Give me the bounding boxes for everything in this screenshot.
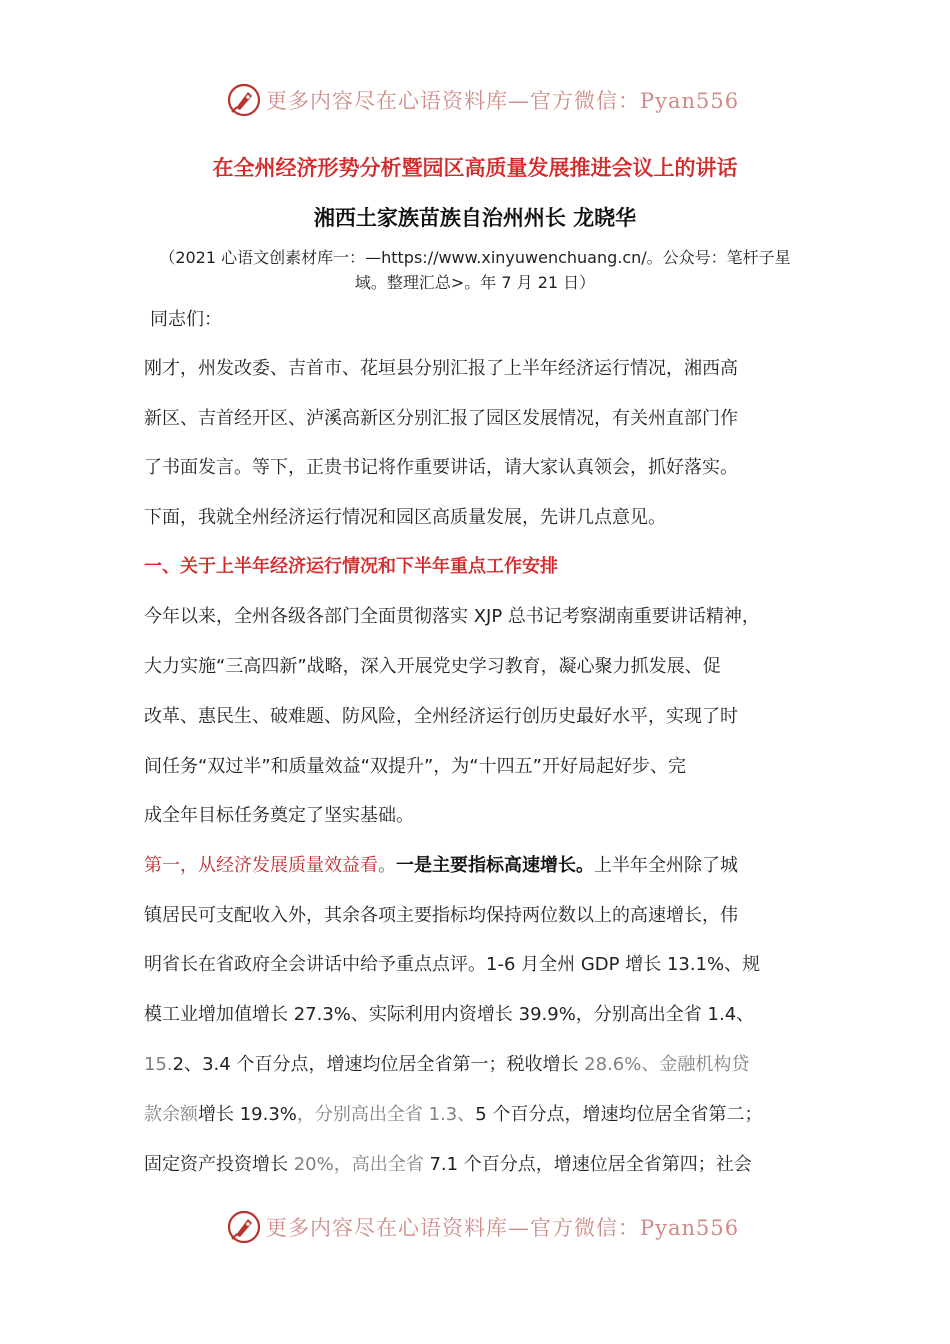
intro-line-3: 了书面发言。等下，正贵书记将作重要讲话，请大家认真领会，抓好落实。: [144, 457, 738, 478]
pen-nib-icon: [226, 1209, 262, 1245]
para2-line5-grey1: 15.: [144, 1054, 173, 1075]
source-note: （2021 心语文创素材库一：—https://www.xinyuwenchuang.cn/。公众号：笔杆子星域。整理汇总>。年 7 月 21 日）: [159, 248, 791, 292]
para2-lead-bold: 一是主要指标高速增长。: [396, 855, 594, 876]
section1-line-3: 改革、惠民生、破难题、防风险，全州经济运行创历史最好水平，实现了时: [144, 706, 738, 727]
greeting: 同志们：: [150, 309, 222, 330]
para2-line5-grey2: 28.6%、金融机构贷: [578, 1054, 750, 1075]
section1-line-1: 今年以来，全州各级各部门全面贯彻落实 XJP 总书记考察湖南重要讲话精神，: [144, 606, 760, 627]
para2-line-3: 明省长在省政府全会讲话中给予重点点评。1-6 月全州 GDP 增长 13.1%、规: [144, 954, 761, 975]
author-line: 湘西土家族苗族自治州州长 龙晓华: [313, 206, 637, 230]
para2-line-2: 镇居民可支配收入外，其余各项主要指标均保持两位数以上的高速增长，伟: [144, 905, 738, 926]
para2-line6-grey: 款余额: [144, 1104, 198, 1125]
document-title: 在全州经济形势分析暨园区高质量发展推进会议上的讲话: [212, 156, 738, 180]
para2-line-7: [144, 1150, 819, 1180]
para2-lead-red: 第一，从经济发展质量效益看。: [144, 855, 396, 876]
para2-line1-rest: 上半年全州除了城: [594, 855, 738, 876]
para2-line-4: 模工业增加值增长 27.3%、实际利用内资增长 39.9%，分别高出全省 1.4、: [144, 1004, 755, 1025]
section-heading-1: 一、关于上半年经济运行情况和下半年重点工作安排: [144, 556, 558, 577]
section1-line-5: 成全年目标任务奠定了坚实基础。: [144, 805, 414, 826]
para2-line6-a: 增长 19.3%: [198, 1104, 297, 1125]
intro-line-4: 下面，我就全州经济运行情况和园区高质量发展，先讲几点意见。: [144, 507, 666, 528]
para2-line6-b: 5 个百分点，增速均位居全省第二；: [475, 1104, 763, 1125]
banner-text: 更多内容尽在心语资料库—官方微信：Pyan556: [266, 89, 740, 113]
section1-line-4: 间任务“双过半”和质量效益“双提升”，为“十四五”开好局起好步、完: [144, 756, 686, 777]
para2-line-5: [144, 1050, 819, 1080]
pen-nib-icon: [226, 82, 262, 118]
intro-line-1: 刚才，州发改委、吉首市、花垣县分别汇报了上半年经济运行情况，湘西高: [144, 358, 738, 379]
intro-line-2: 新区、吉首经开区、泸溪高新区分别汇报了园区发展情况，有关州直部门作: [144, 408, 738, 429]
para2-line7-b: 7.1 个百分点，增速位居全省第四；社会: [423, 1154, 752, 1175]
para2-line7-a: 固定资产投资增长: [144, 1154, 288, 1175]
para2-line6-grey2: ，分别高出全省 1.3、: [296, 1104, 476, 1125]
para2-line-6: [144, 1100, 819, 1130]
banner-text: 更多内容尽在心语资料库—官方微信：Pyan556: [266, 1216, 740, 1240]
watermark-banner-bottom: [226, 1207, 739, 1247]
section1-line-2: 大力实施“三高四新”战略，深入开展党史学习教育，凝心聚力抓发展、促: [144, 656, 721, 677]
watermark-banner-top: [226, 80, 739, 120]
para2-line7-grey: 20%，高出全省: [288, 1154, 424, 1175]
para2-line-1: [144, 851, 819, 881]
para2-line5-a: 2、3.4 个百分点，增速均位居全省第一；税收增长: [172, 1054, 579, 1075]
